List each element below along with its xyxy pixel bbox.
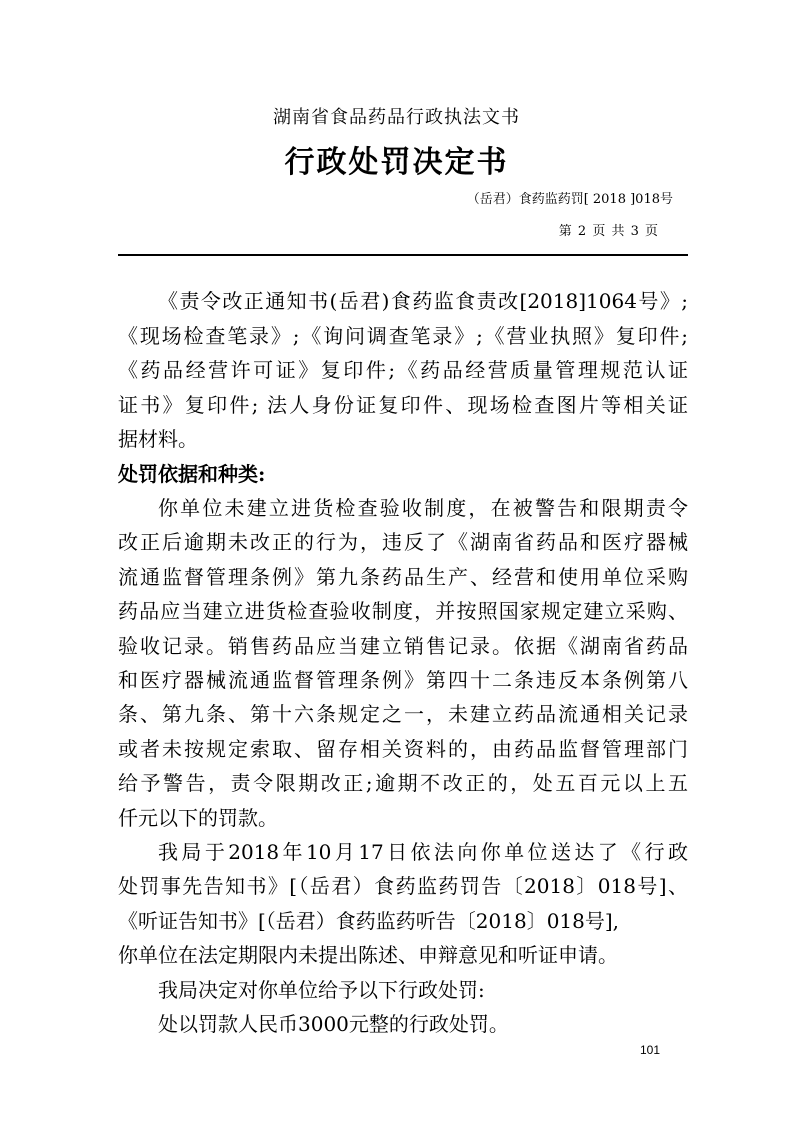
page-indicator: 第 2 页 共 3 页	[558, 224, 658, 239]
body-line: 我局于2018年10月17日依法向你单位送达了《行政	[158, 840, 688, 864]
header-divider	[118, 254, 688, 256]
page-number: 101	[640, 1043, 661, 1057]
body-line: 验收记录。销售药品应当建立销售记录。依据《湖南省药品	[118, 634, 688, 658]
document-number: （岳君）食药监药罚[ 2018 ]018号	[466, 192, 673, 207]
issuing-organization: 湖南省食品药品行政执法文书	[273, 107, 520, 128]
body-line: 流通监督管理条例》第九条药品生产、经营和使用单位采购	[118, 565, 688, 589]
body-line: 《听证告知书》[（岳君）食药监药听告〔2018〕018号],	[118, 909, 620, 933]
section-heading: 处罚依据和种类:	[118, 462, 266, 486]
body-line: 你单位在法定期限内未提出陈述、申辩意见和听证申请。	[118, 943, 618, 967]
body-line: 给予警告，责令限期改正;逾期不改正的，处五百元以上五	[118, 771, 688, 795]
body-line: 《现场检查笔录》;《询问调查笔录》;《营业执照》复印件;	[118, 324, 688, 348]
body-line: 《药品经营许可证》复印件;《药品经营质量管理规范认证	[118, 358, 688, 382]
body-line: 我局决定对你单位给予以下行政处罚:	[158, 978, 485, 1002]
body-line: 你单位未建立进货检查验收制度，在被警告和限期责令	[158, 496, 688, 520]
document-title: 行政处罚决定书	[284, 145, 509, 180]
body-line: 仟元以下的罚款。	[118, 806, 278, 830]
body-line: 条、第九条、第十六条规定之一，未建立药品流通相关记录	[118, 702, 688, 726]
body-line: 和医疗器械流通监督管理条例》第四十二条违反本条例第八	[118, 668, 688, 692]
penalty-line: 处以罚款人民币3000元整的行政处罚。	[158, 1012, 509, 1036]
body-line: 改正后逾期未改正的行为，违反了《湖南省药品和医疗器械	[118, 530, 688, 554]
body-line: 或者未按规定索取、留存相关资料的，由药品监督管理部门	[118, 737, 688, 761]
body-line: 证书》复印件; 法人身份证复印件、现场检查图片等相关证	[118, 393, 688, 417]
body-line: 《责令改正通知书(岳君)食药监食责改[2018]1064号》;	[158, 289, 688, 313]
body-line: 据材料。	[118, 427, 198, 451]
body-line: 药品应当建立进货检查验收制度，并按照国家规定建立采购、	[118, 599, 688, 623]
body-line: 处罚事先告知书》[（岳君）食药监药罚告〔2018〕018号]、	[118, 874, 688, 898]
